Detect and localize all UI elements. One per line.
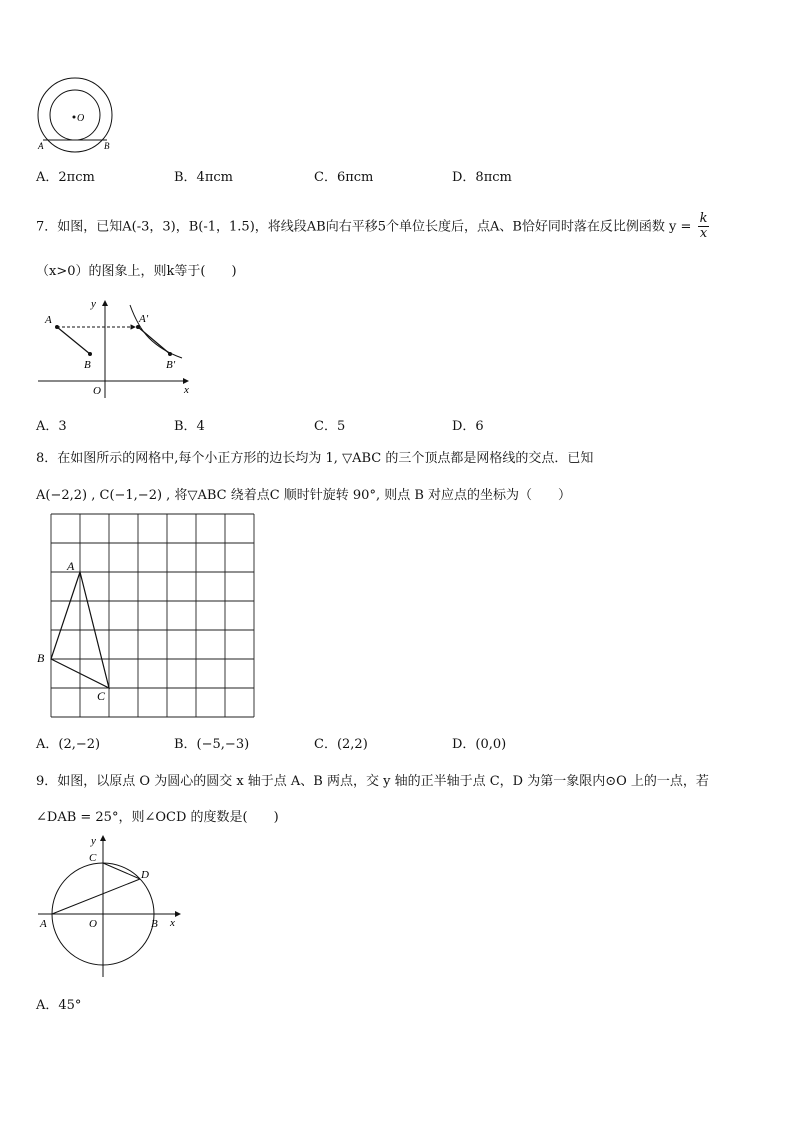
q7-label-b2: B′ [166,359,176,371]
q7-stem-1: 7．如图，已知A(-3，3)，B(-1，1.5)，将线段AB向右平移5个单位长度后，点A、B恰好同时落在反比例函数 y = [36,219,692,235]
q6-label-a: A [38,141,44,151]
q7-text-line1 [36,212,711,242]
q9-text-line1: 9．如图，以原点 O 为圆心的圆交 x 轴于点 A、B 两点，交 y 轴的正半轴于点 C，D 为第一象限内⊙O 上的一点，若 [36,774,709,789]
q9-segment-cd [103,863,140,879]
q7-option-c[interactable]: C．5 [314,419,346,434]
q6-option-a[interactable]: A．2πcm [36,170,95,185]
q6-option-b[interactable]: B．4πcm [174,170,233,185]
q6-label-o: O [77,113,85,124]
q7-point-b2 [168,352,172,356]
q9-text-line2: ∠DAB = 25°，则∠OCD 的度数是( ) [36,810,279,825]
q6-outer-circle [38,78,112,152]
q8-label-b: B [37,651,45,665]
q7-label-b: B [84,359,91,371]
q7-fraction [698,212,710,242]
q6-inner-circle [50,90,100,140]
q7-point-a2 [136,325,140,329]
q8-option-c[interactable]: C．(2,2) [314,737,368,752]
q9-segment-ad [52,879,140,914]
q7-label-a2: A′ [139,313,149,325]
q7-label-a: A [45,314,52,326]
q9-figure [34,830,194,980]
q7-option-b[interactable]: B．4 [174,419,205,434]
q8-option-d[interactable]: D．(0,0) [452,737,507,752]
q8-label-c: C [97,689,106,703]
q6-figure [30,75,130,155]
q8-option-b[interactable]: B．(−5,−3) [174,737,250,752]
q7-fraction-num: k [699,211,708,226]
q7-point-b [88,352,92,356]
q7-point-a [55,325,59,329]
q9-label-o: O [89,918,97,930]
q7-hyperbola [130,305,182,358]
q6-option-c[interactable]: C．6πcm [314,170,374,185]
q6-option-d[interactable]: D．8πcm [452,170,512,185]
q8-text-line2: A(−2,2) , C(−1,−2) , 将▽ABC 绕着点C 顺时针旋转 90°, 则点 B 对应点的坐标为（ ） [36,488,572,503]
q9-label-c: C [89,852,97,864]
q9-label-a: A [40,918,47,930]
q6-center-dot [73,116,76,119]
q7-segment-ab [57,327,90,354]
q9-label-d: D [141,869,149,881]
q9-label-x: x [170,917,175,929]
q7-option-a[interactable]: A．3 [36,419,67,434]
q9-label-b: B [151,918,158,930]
q8-figure [34,510,260,722]
q8-grid [51,514,254,717]
q8-text-line1: 8．在如图所示的网格中,每个小正方形的边长均为 1, ▽ABC 的三个顶点都是网格线的交点．已知 [36,451,594,466]
q7-label-o: O [93,385,101,397]
q9-label-y: y [91,835,96,847]
q7-label-y: y [91,298,96,310]
q7-label-x: x [184,384,189,396]
q6-label-b: B [104,141,110,151]
q7-figure [34,295,199,400]
q9-option-a[interactable]: A．45° [36,998,82,1013]
q7-option-d[interactable]: D．6 [452,419,484,434]
q7-text-line2: （x>0）的图象上，则k等于( ) [36,264,237,279]
q8-option-a[interactable]: A．(2,−2) [36,737,101,752]
q7-fraction-den: x [699,226,708,242]
q8-label-a: A [67,559,75,573]
